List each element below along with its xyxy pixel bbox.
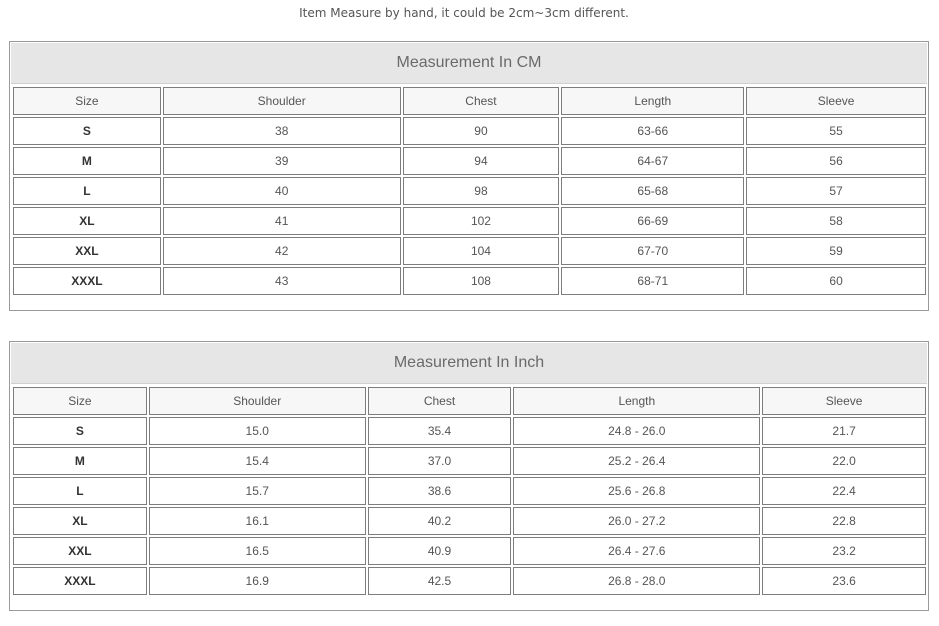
shoulder-cell: 15.4 <box>149 447 366 475</box>
length-cell: 66-69 <box>561 207 744 235</box>
header-row <box>13 387 926 415</box>
table-row <box>13 477 926 505</box>
header-chest: Chest <box>403 87 560 115</box>
shoulder-cell: 40 <box>163 177 401 205</box>
size-chart-inch <box>9 341 929 611</box>
shoulder-cell: 16.9 <box>149 567 366 595</box>
size-cell: XXL <box>13 237 161 265</box>
length-cell: 26.4 - 27.6 <box>513 537 760 565</box>
header-length: Length <box>513 387 760 415</box>
sleeve-cell: 22.8 <box>762 507 926 535</box>
header-sleeve: Sleeve <box>746 87 926 115</box>
table-row <box>13 147 926 175</box>
sleeve-cell: 21.7 <box>762 417 926 445</box>
size-cell: S <box>13 117 161 145</box>
size-cell: L <box>13 177 161 205</box>
table-row <box>13 567 926 595</box>
table-row <box>13 267 926 295</box>
shoulder-cell: 41 <box>163 207 401 235</box>
sleeve-cell: 56 <box>746 147 926 175</box>
size-cell: XL <box>13 207 161 235</box>
sleeve-cell: 22.4 <box>762 477 926 505</box>
sleeve-cell: 23.2 <box>762 537 926 565</box>
chest-cell: 104 <box>403 237 560 265</box>
chest-cell: 94 <box>403 147 560 175</box>
sleeve-cell: 55 <box>746 117 926 145</box>
sleeve-cell: 59 <box>746 237 926 265</box>
chest-cell: 108 <box>403 267 560 295</box>
shoulder-cell: 42 <box>163 237 401 265</box>
size-cell: XXXL <box>13 267 161 295</box>
length-cell: 67-70 <box>561 237 744 265</box>
header-row <box>13 87 926 115</box>
chest-cell: 37.0 <box>368 447 512 475</box>
length-cell: 63-66 <box>561 117 744 145</box>
chest-cell: 38.6 <box>368 477 512 505</box>
header-shoulder: Shoulder <box>163 87 401 115</box>
sleeve-cell: 57 <box>746 177 926 205</box>
header-sleeve: Sleeve <box>762 387 926 415</box>
chest-cell: 98 <box>403 177 560 205</box>
sleeve-cell: 58 <box>746 207 926 235</box>
table-row <box>13 207 926 235</box>
sleeve-cell: 22.0 <box>762 447 926 475</box>
length-cell: 26.0 - 27.2 <box>513 507 760 535</box>
size-table-cm <box>11 85 928 297</box>
table-title-inch: Measurement In Inch <box>11 343 927 384</box>
shoulder-cell: 16.5 <box>149 537 366 565</box>
length-cell: 25.2 - 26.4 <box>513 447 760 475</box>
shoulder-cell: 15.0 <box>149 417 366 445</box>
chest-cell: 40.9 <box>368 537 512 565</box>
size-cell: XL <box>13 507 147 535</box>
shoulder-cell: 43 <box>163 267 401 295</box>
length-cell: 65-68 <box>561 177 744 205</box>
size-cell: M <box>13 147 161 175</box>
table-row <box>13 117 926 145</box>
shoulder-cell: 39 <box>163 147 401 175</box>
table-row <box>13 237 926 265</box>
size-cell: L <box>13 477 147 505</box>
size-chart-cm <box>9 41 929 311</box>
header-size: Size <box>13 387 147 415</box>
shoulder-cell: 16.1 <box>149 507 366 535</box>
chest-cell: 42.5 <box>368 567 512 595</box>
length-cell: 25.6 - 26.8 <box>513 477 760 505</box>
length-cell: 24.8 - 26.0 <box>513 417 760 445</box>
table-title-cm: Measurement In CM <box>11 43 927 84</box>
length-cell: 68-71 <box>561 267 744 295</box>
chest-cell: 35.4 <box>368 417 512 445</box>
length-cell: 64-67 <box>561 147 744 175</box>
size-table-inch <box>11 385 928 597</box>
length-cell: 26.8 - 28.0 <box>513 567 760 595</box>
header-shoulder: Shoulder <box>149 387 366 415</box>
shoulder-cell: 38 <box>163 117 401 145</box>
header-size: Size <box>13 87 161 115</box>
chest-cell: 90 <box>403 117 560 145</box>
table-row <box>13 417 926 445</box>
sleeve-cell: 23.6 <box>762 567 926 595</box>
table-row <box>13 447 926 475</box>
size-cell: M <box>13 447 147 475</box>
chest-cell: 102 <box>403 207 560 235</box>
table-row <box>13 177 926 205</box>
size-cell: XXL <box>13 537 147 565</box>
table-row <box>13 507 926 535</box>
header-length: Length <box>561 87 744 115</box>
header-chest: Chest <box>368 387 512 415</box>
sleeve-cell: 60 <box>746 267 926 295</box>
chest-cell: 40.2 <box>368 507 512 535</box>
size-cell: XXXL <box>13 567 147 595</box>
table-row <box>13 537 926 565</box>
size-cell: S <box>13 417 147 445</box>
shoulder-cell: 15.7 <box>149 477 366 505</box>
measurement-note: Item Measure by hand, it could be 2cm~3cm different. <box>299 6 629 20</box>
